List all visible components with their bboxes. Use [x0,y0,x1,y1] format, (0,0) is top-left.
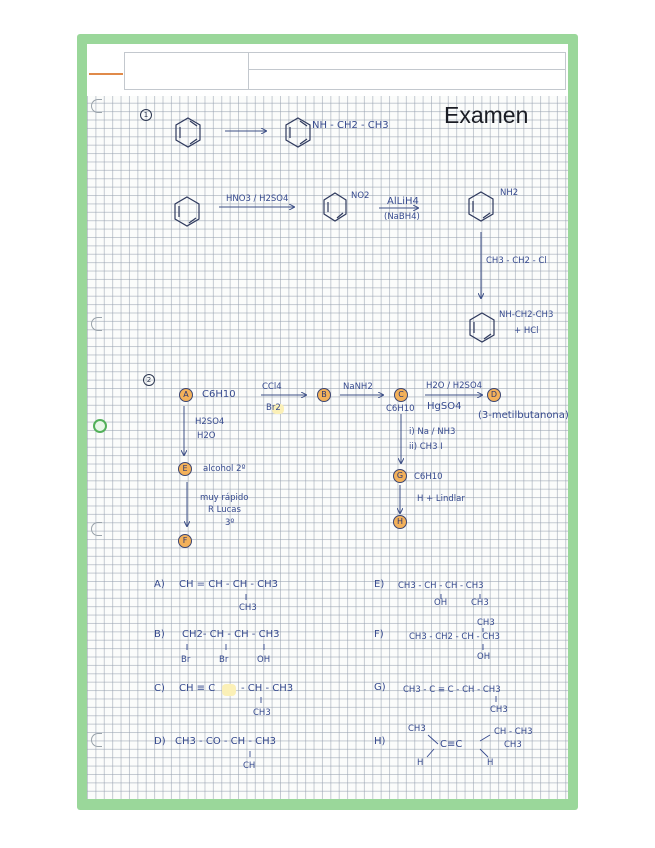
r3-byproduct: + HCl [514,326,539,336]
formula-a: C6H10 [202,389,236,400]
arrow-ab-reagent: CCl4 [262,382,282,392]
answer-e-letter: E) [374,579,385,590]
compound-label-a: A [179,388,193,402]
answer-c-formula-left: CH ≡ C [179,683,216,694]
answer-b-sub-2: Br [219,655,229,665]
answer-h-letter: H) [374,736,386,747]
a-down-reagent-2: H2O [197,431,216,441]
compound-label-d: D [487,388,501,402]
formula-c: C6H10 [386,404,415,414]
page-title: Examen [444,102,529,128]
answer-b-sub-1: Br [181,655,191,665]
answer-d-branch: CH [243,761,256,771]
answer-b-letter: B) [154,629,165,640]
compound-d-name: (3-metilbutanona) [478,410,569,421]
compound-label-c: C [394,388,408,402]
arrow-cd-reagent: H2O / H2SO4 [426,381,483,391]
g-down-reagent: H + Lindlar [417,494,465,504]
answer-f-sub: OH [477,652,491,662]
answer-d-letter: D) [154,736,166,747]
answer-a-branch: CH3 [239,603,257,613]
a-down-reagent-1: H2SO4 [195,417,225,427]
compound-label-g: G [393,469,407,483]
answer-c-formula-right: - CH - CH3 [241,683,294,694]
answer-b-formula: CH2- CH - CH - CH3 [182,629,280,640]
r1-product-substituent: NH - CH2 - CH3 [312,120,389,131]
answer-g-letter: G) [374,682,386,693]
answer-f-letter: F) [374,629,384,640]
answer-h-bottom-left: H [417,758,424,768]
answer-d-formula: CH3 - CO - CH - CH3 [175,736,276,747]
answer-e-formula: CH3 - CH - CH - CH3 [398,581,484,591]
answer-h-triple-bond: C≡C [440,739,463,750]
benzene-ring-icon [286,118,310,147]
r2-reduction-reagent: AlLiH4 [387,196,419,207]
e-note: alcohol 2º [203,464,246,474]
answer-h-bottom-right: H [487,758,494,768]
benzene-ring-icon [470,313,494,342]
r2-reduction-alt: (NaBH4) [384,212,420,222]
section-1-number: 1 [140,109,152,121]
answer-h-top-left: CH3 [408,724,426,734]
compound-label-b: B [317,388,331,402]
r2-reagent: HNO3 / H2SO4 [226,194,289,204]
answer-a-letter: A) [154,579,165,590]
answer-h-top-right-1: CH - CH3 [494,727,533,737]
answer-c-branch: CH3 [253,708,271,718]
e-down-note-3: 3º [225,518,235,528]
compound-label-h: H [393,515,407,529]
benzene-ring-icon [469,192,493,221]
e-down-note-2: R Lucas [208,505,241,515]
arrow-cd-catalyst: HgSO4 [427,401,462,412]
r3-reagent: CH3 - CH2 - Cl [486,256,547,266]
benzene-ring-icon [324,193,346,221]
c-down-reagent-2: ii) CH3 I [409,442,443,452]
formula-g: C6H10 [414,472,443,482]
answer-e-sub-1: OH [434,598,448,608]
answer-f-top-branch: CH3 [477,618,495,628]
r2-amine-group: NH2 [500,188,519,198]
benzene-ring-icon [176,118,200,147]
answer-e-sub-2: CH3 [471,598,489,608]
answer-g-branch: CH3 [490,705,508,715]
answer-f-formula: CH3 - CH2 - CH - CH3 [409,632,500,642]
answer-h-top-right-2: CH3 [504,740,522,750]
r2-nitro-group: NO2 [351,191,370,201]
benzene-ring-icon [175,197,199,226]
answer-a-formula: CH = CH - CH - CH3 [179,579,279,590]
arrow-bc-reagent: NaNH2 [343,382,373,392]
r3-product-substituent: NH-CH2-CH3 [499,310,554,320]
compound-label-f: F [178,534,192,548]
compound-label-e: E [178,462,192,476]
section-2-number: 2 [143,374,155,386]
e-down-note-1: muy rápido [200,493,249,503]
arrow-ab-bromine: Br2 [266,403,281,413]
answer-b-sub-3: OH [257,655,271,665]
answer-g-formula: CH3 - C ≡ C - CH - CH3 [403,685,501,695]
answer-c-letter: C) [154,683,165,694]
c-down-reagent-1: i) Na / NH3 [409,427,456,437]
